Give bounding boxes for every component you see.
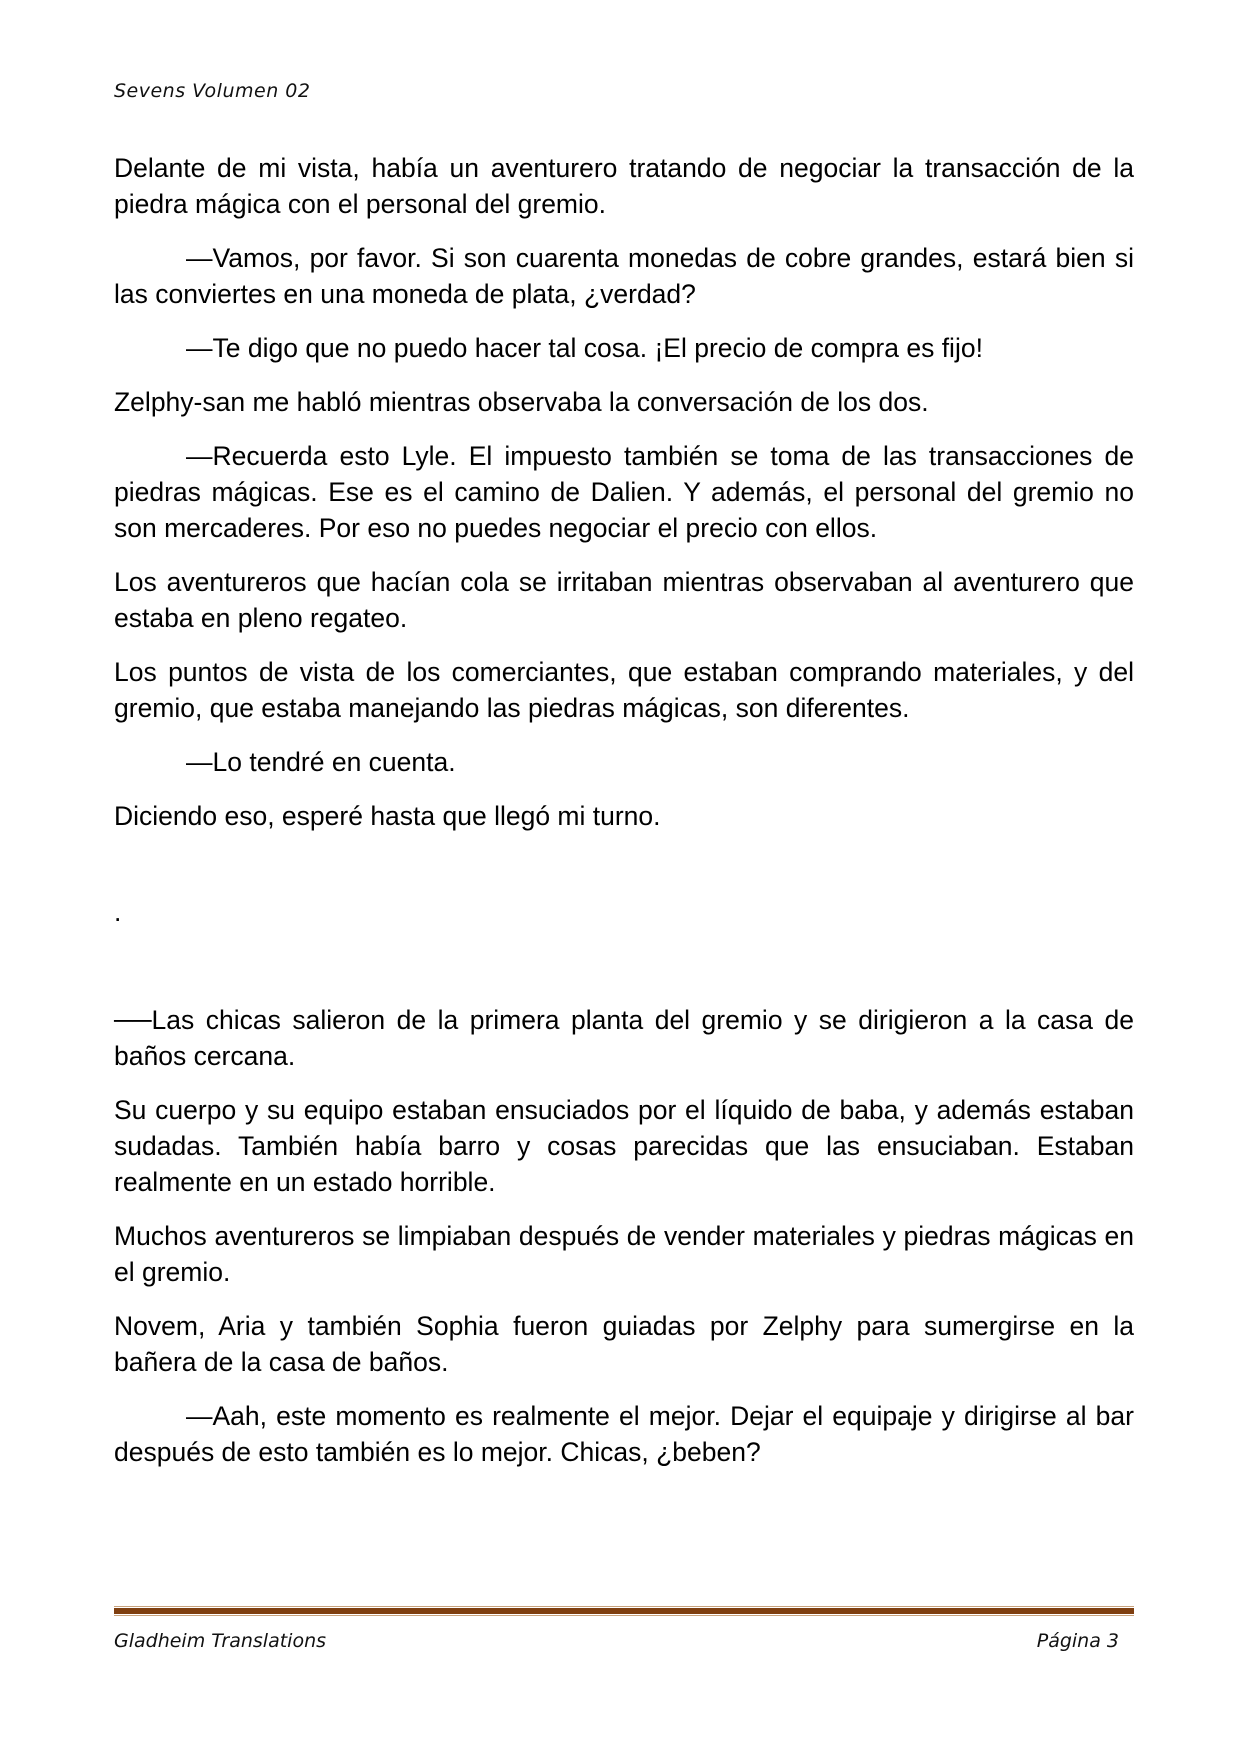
paragraph: Su cuerpo y su equipo estaban ensuciados por el líquido de baba, y además estaban sudadas. También había barro y cosas parecidas que las ensuciaban. Estaban realmente en un estado horrible. bbox=[114, 1095, 1134, 1197]
footer-page-number: Página 3 bbox=[1036, 1630, 1119, 1652]
paragraph: Los aventureros que hacían cola se irritaban mientras observaban al aventurero que estaba en pleno regateo. bbox=[114, 567, 1134, 633]
paragraph: Delante de mi vista, había un aventurero tratando de negociar la transacción de la piedra mágica con el personal del gremio. bbox=[114, 153, 1134, 219]
page-header-title: Sevens Volumen 02 bbox=[114, 80, 311, 102]
footer-divider bbox=[114, 1606, 1134, 1616]
footer-divider-main-line bbox=[114, 1608, 1134, 1614]
dialog-paragraph: —Recuerda esto Lyle. El impuesto también se toma de las transacciones de piedras mágicas. Ese es el camino de Dalien. Y además, el personal del gremio no son mercaderes. Por eso no puedes negociar el precio con ellos. bbox=[114, 441, 1134, 543]
paragraph: Novem, Aria y también Sophia fueron guiadas por Zelphy para sumergirse en la bañera de la casa de baños. bbox=[114, 1311, 1134, 1377]
footer-divider-top-line bbox=[114, 1606, 1134, 1607]
paragraph: Diciendo eso, esperé hasta que llegó mi turno. bbox=[114, 801, 661, 831]
scene-separator: . bbox=[114, 897, 122, 927]
dialog-paragraph: —Aah, este momento es realmente el mejor. Dejar el equipaje y dirigirse al bar después de esto también es lo mejor. Chicas, ¿beben? bbox=[114, 1401, 1134, 1467]
paragraph: Zelphy-san me habló mientras observaba la conversación de los dos. bbox=[114, 387, 929, 417]
footer-publisher: Gladheim Translations bbox=[114, 1630, 327, 1652]
paragraph: Muchos aventureros se limpiaban después de vender materiales y piedras mágicas en el gremio. bbox=[114, 1221, 1134, 1287]
dialog-paragraph: —Vamos, por favor. Si son cuarenta monedas de cobre grandes, estará bien si las conviertes en una moneda de plata, ¿verdad? bbox=[114, 243, 1134, 309]
dialog-paragraph: —Lo tendré en cuenta. bbox=[186, 747, 456, 777]
document-body bbox=[114, 150, 1134, 1488]
footer-divider-bottom-line bbox=[114, 1615, 1134, 1616]
dialog-paragraph: —Te digo que no puedo hacer tal cosa. ¡El precio de compra es fijo! bbox=[186, 333, 983, 363]
paragraph: Los puntos de vista de los comerciantes, que estaban comprando materiales, y del gremio, que estaba manejando las piedras mágicas, son diferentes. bbox=[114, 657, 1134, 723]
paragraph: ──Las chicas salieron de la primera planta del gremio y se dirigieron a la casa de baños cercana. bbox=[114, 1005, 1134, 1071]
